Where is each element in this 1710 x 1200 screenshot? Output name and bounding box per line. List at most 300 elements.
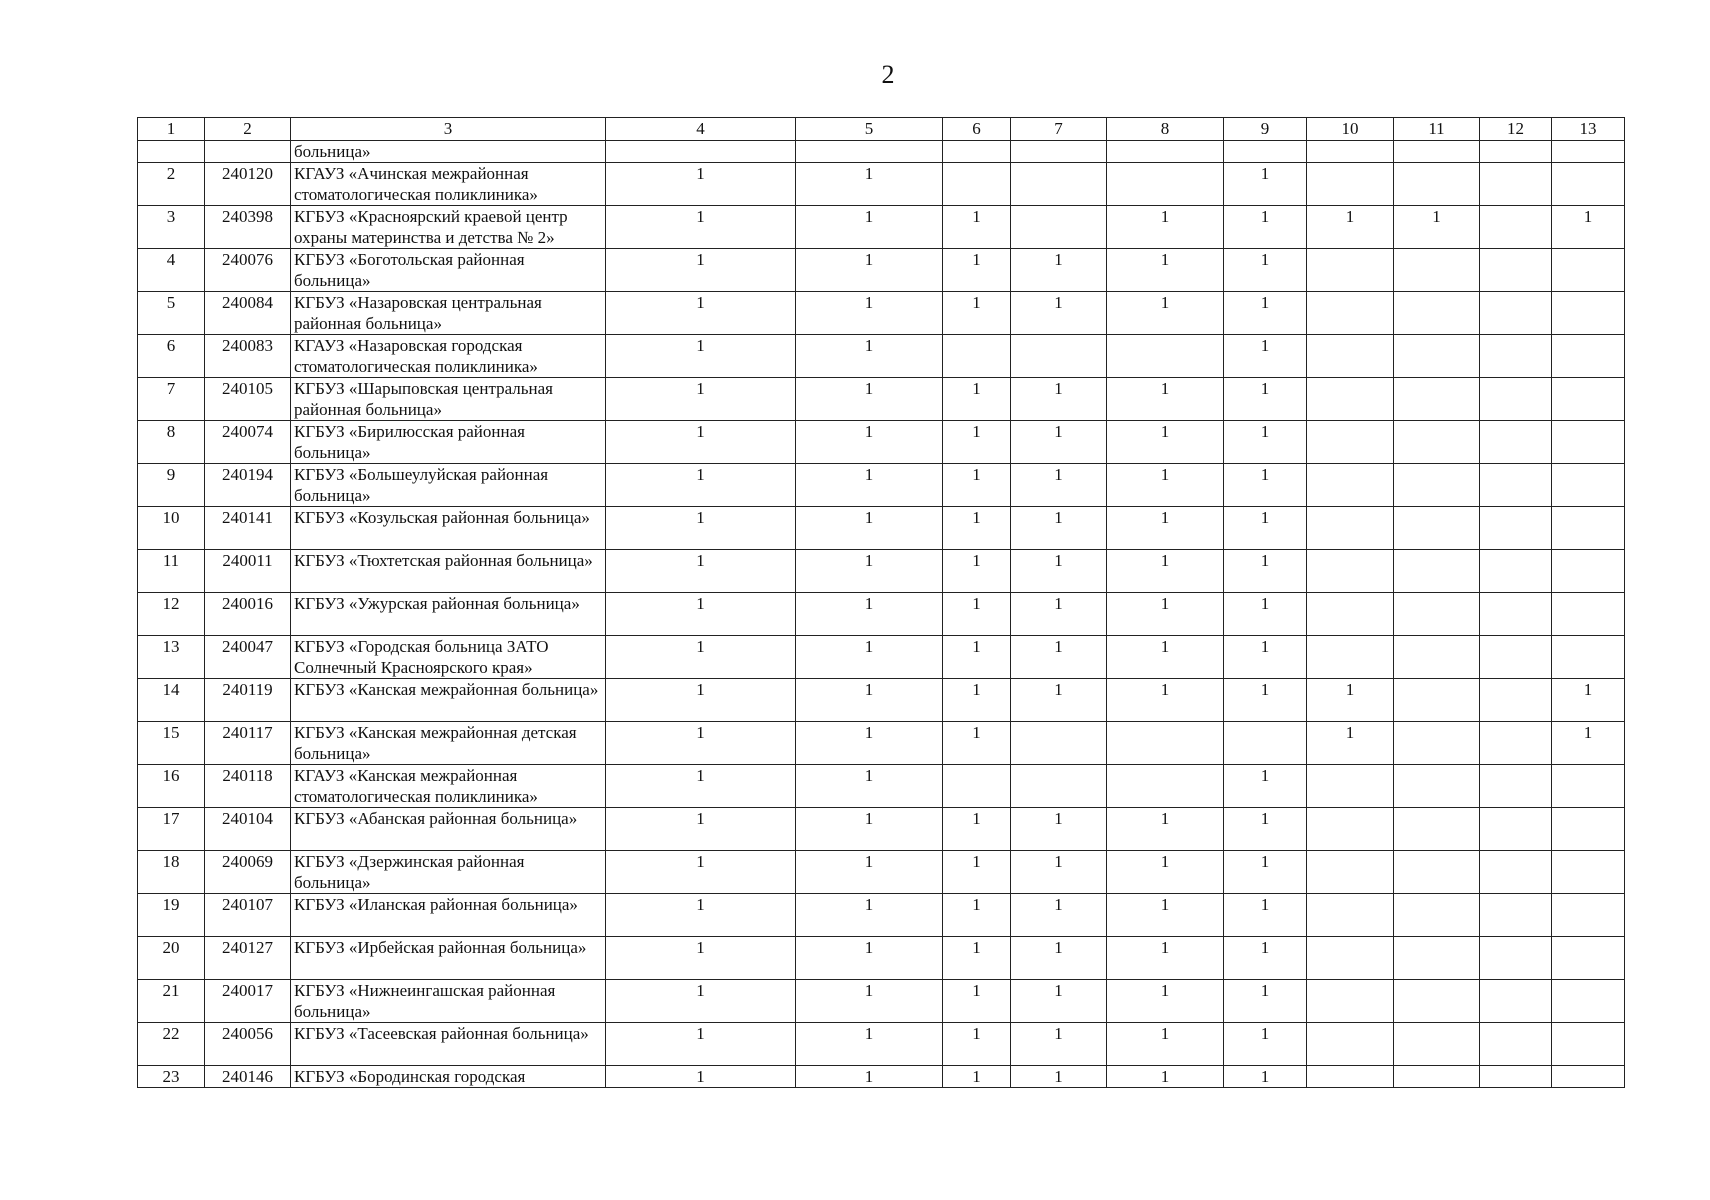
mark-cell: 1 — [943, 249, 1011, 292]
mark-cell: 1 — [1011, 894, 1107, 937]
mark-cell — [1011, 335, 1107, 378]
column-header: 2 — [205, 118, 291, 141]
mark-cell — [1552, 1023, 1625, 1066]
mark-cell: 1 — [1107, 378, 1224, 421]
mark-cell: 1 — [606, 593, 796, 636]
org-code-cell: 240117 — [205, 722, 291, 765]
table-row — [138, 894, 1625, 937]
registry-table-body — [138, 118, 1625, 1088]
org-code-cell: 240074 — [205, 421, 291, 464]
mark-cell — [1552, 593, 1625, 636]
org-code-cell: 240084 — [205, 292, 291, 335]
mark-cell — [1394, 1023, 1480, 1066]
org-code-cell: 240146 — [205, 1066, 291, 1088]
mark-cell: 1 — [1107, 808, 1224, 851]
mark-cell: 1 — [796, 292, 943, 335]
mark-cell: 1 — [943, 206, 1011, 249]
mark-cell: 1 — [796, 636, 943, 679]
org-code-cell: 240107 — [205, 894, 291, 937]
mark-cell: 1 — [1011, 1023, 1107, 1066]
mark-cell: 1 — [1011, 292, 1107, 335]
mark-cell: 1 — [1552, 722, 1625, 765]
mark-cell — [1394, 937, 1480, 980]
mark-cell — [1307, 421, 1394, 464]
row-number-cell: 2 — [138, 163, 205, 206]
mark-cell — [1552, 507, 1625, 550]
mark-cell: 1 — [1011, 937, 1107, 980]
mark-cell: 1 — [606, 1066, 796, 1088]
mark-cell: 1 — [796, 679, 943, 722]
mark-cell — [1307, 894, 1394, 937]
mark-cell: 1 — [1224, 163, 1307, 206]
column-header: 1 — [138, 118, 205, 141]
org-code-cell: 240011 — [205, 550, 291, 593]
mark-cell — [1394, 679, 1480, 722]
mark-cell: 1 — [943, 464, 1011, 507]
column-header: 10 — [1307, 118, 1394, 141]
mark-cell: 1 — [606, 292, 796, 335]
mark-cell — [1394, 141, 1480, 163]
mark-cell — [1480, 636, 1552, 679]
org-name-cell: КГБУЗ «Тюхтетская районная больница» — [291, 550, 606, 593]
org-name-cell: КГБУЗ «Абанская районная больница» — [291, 808, 606, 851]
mark-cell: 1 — [1307, 722, 1394, 765]
mark-cell: 1 — [606, 937, 796, 980]
table-row — [138, 937, 1625, 980]
mark-cell: 1 — [796, 722, 943, 765]
mark-cell: 1 — [943, 722, 1011, 765]
mark-cell — [1011, 206, 1107, 249]
table-row — [138, 206, 1625, 249]
mark-cell: 1 — [943, 851, 1011, 894]
row-number-cell: 20 — [138, 937, 205, 980]
mark-cell — [1480, 335, 1552, 378]
mark-cell: 1 — [943, 292, 1011, 335]
mark-cell: 1 — [1224, 1066, 1307, 1088]
mark-cell: 1 — [1107, 636, 1224, 679]
column-header: 12 — [1480, 118, 1552, 141]
mark-cell — [1307, 550, 1394, 593]
org-code-cell: 240076 — [205, 249, 291, 292]
mark-cell — [1480, 593, 1552, 636]
mark-cell — [1394, 335, 1480, 378]
mark-cell — [1480, 206, 1552, 249]
mark-cell — [1307, 593, 1394, 636]
table-row — [138, 980, 1625, 1023]
mark-cell: 1 — [1107, 851, 1224, 894]
page-number: 2 — [881, 60, 895, 89]
mark-cell — [1307, 507, 1394, 550]
org-name-cell: КГБУЗ «Красноярский краевой центр охраны материнства и детства № 2» — [291, 206, 606, 249]
table-row — [138, 679, 1625, 722]
mark-cell — [1224, 722, 1307, 765]
table-header-row — [138, 118, 1625, 141]
mark-cell: 1 — [943, 550, 1011, 593]
mark-cell — [1307, 808, 1394, 851]
mark-cell: 1 — [1552, 679, 1625, 722]
row-number-cell: 21 — [138, 980, 205, 1023]
org-code-cell: 240118 — [205, 765, 291, 808]
mark-cell — [1394, 765, 1480, 808]
org-code-cell: 240069 — [205, 851, 291, 894]
org-code-cell: 240017 — [205, 980, 291, 1023]
mark-cell: 1 — [943, 980, 1011, 1023]
mark-cell — [1307, 464, 1394, 507]
org-name-cell: КГБУЗ «Назаровская центральная районная больница» — [291, 292, 606, 335]
table-row — [138, 421, 1625, 464]
mark-cell: 1 — [1224, 980, 1307, 1023]
mark-cell — [1107, 722, 1224, 765]
mark-cell — [1394, 808, 1480, 851]
mark-cell: 1 — [1224, 765, 1307, 808]
row-number-cell: 23 — [138, 1066, 205, 1088]
mark-cell: 1 — [1224, 421, 1307, 464]
mark-cell: 1 — [1224, 851, 1307, 894]
org-name-cell: КГБУЗ «Канская межрайонная больница» — [291, 679, 606, 722]
mark-cell: 1 — [1224, 679, 1307, 722]
registry-table — [137, 117, 1625, 1088]
mark-cell — [1480, 980, 1552, 1023]
mark-cell: 1 — [1107, 550, 1224, 593]
mark-cell: 1 — [796, 808, 943, 851]
mark-cell: 1 — [606, 249, 796, 292]
mark-cell: 1 — [796, 980, 943, 1023]
mark-cell — [1480, 249, 1552, 292]
mark-cell — [1480, 550, 1552, 593]
mark-cell — [1307, 1066, 1394, 1088]
mark-cell — [1394, 980, 1480, 1023]
mark-cell: 1 — [1224, 507, 1307, 550]
mark-cell — [1480, 378, 1552, 421]
row-number-cell: 6 — [138, 335, 205, 378]
row-number-cell — [138, 141, 205, 163]
mark-cell — [1394, 464, 1480, 507]
mark-cell — [1011, 765, 1107, 808]
mark-cell — [1307, 937, 1394, 980]
mark-cell: 1 — [796, 765, 943, 808]
mark-cell: 1 — [796, 421, 943, 464]
mark-cell: 1 — [606, 1023, 796, 1066]
mark-cell: 1 — [796, 507, 943, 550]
mark-cell — [943, 765, 1011, 808]
mark-cell: 1 — [606, 507, 796, 550]
mark-cell — [943, 163, 1011, 206]
mark-cell: 1 — [1107, 894, 1224, 937]
mark-cell: 1 — [1107, 206, 1224, 249]
table-row — [138, 464, 1625, 507]
mark-cell: 1 — [1224, 292, 1307, 335]
mark-cell — [1480, 808, 1552, 851]
mark-cell — [1480, 894, 1552, 937]
org-name-cell: КГБУЗ «Бородинская городская — [291, 1066, 606, 1088]
mark-cell: 1 — [1011, 249, 1107, 292]
mark-cell: 1 — [1107, 937, 1224, 980]
mark-cell — [1480, 765, 1552, 808]
mark-cell: 1 — [606, 206, 796, 249]
org-code-cell: 240083 — [205, 335, 291, 378]
mark-cell: 1 — [796, 1023, 943, 1066]
mark-cell — [1307, 378, 1394, 421]
mark-cell: 1 — [1107, 464, 1224, 507]
org-name-cell: КГБУЗ «Канская межрайонная детская больница» — [291, 722, 606, 765]
row-number-cell: 22 — [138, 1023, 205, 1066]
row-number-cell: 10 — [138, 507, 205, 550]
mark-cell — [1107, 335, 1224, 378]
row-number-cell: 11 — [138, 550, 205, 593]
row-number-cell: 5 — [138, 292, 205, 335]
mark-cell — [1394, 292, 1480, 335]
mark-cell: 1 — [943, 1023, 1011, 1066]
mark-cell — [1107, 163, 1224, 206]
mark-cell: 1 — [1224, 636, 1307, 679]
mark-cell — [1107, 765, 1224, 808]
table-row — [138, 292, 1625, 335]
mark-cell — [1552, 636, 1625, 679]
org-code-cell: 240016 — [205, 593, 291, 636]
mark-cell — [796, 141, 943, 163]
column-header: 6 — [943, 118, 1011, 141]
mark-cell: 1 — [1011, 980, 1107, 1023]
mark-cell: 1 — [796, 851, 943, 894]
row-number-cell: 18 — [138, 851, 205, 894]
mark-cell: 1 — [796, 206, 943, 249]
org-name-cell: КГБУЗ «Дзержинская районная больница» — [291, 851, 606, 894]
table-row — [138, 808, 1625, 851]
column-header: 4 — [606, 118, 796, 141]
mark-cell — [1394, 636, 1480, 679]
mark-cell: 1 — [606, 851, 796, 894]
mark-cell: 1 — [606, 679, 796, 722]
mark-cell — [1480, 851, 1552, 894]
org-name-cell: больница» — [291, 141, 606, 163]
table-row — [138, 722, 1625, 765]
mark-cell — [1107, 141, 1224, 163]
mark-cell: 1 — [943, 593, 1011, 636]
org-name-cell: КГАУЗ «Назаровская городская стоматологическая поликлиника» — [291, 335, 606, 378]
mark-cell — [1480, 421, 1552, 464]
mark-cell: 1 — [1011, 808, 1107, 851]
mark-cell: 1 — [1011, 421, 1107, 464]
row-number-cell: 7 — [138, 378, 205, 421]
mark-cell — [1307, 851, 1394, 894]
mark-cell — [1307, 335, 1394, 378]
table-continuation-row — [138, 141, 1625, 163]
row-number-cell: 13 — [138, 636, 205, 679]
mark-cell — [1224, 141, 1307, 163]
mark-cell: 1 — [943, 679, 1011, 722]
table-row — [138, 593, 1625, 636]
row-number-cell: 15 — [138, 722, 205, 765]
org-name-cell: КГБУЗ «Бирилюсская районная больница» — [291, 421, 606, 464]
mark-cell: 1 — [1224, 206, 1307, 249]
mark-cell: 1 — [606, 765, 796, 808]
row-number-cell: 3 — [138, 206, 205, 249]
mark-cell: 1 — [1011, 851, 1107, 894]
mark-cell: 1 — [606, 894, 796, 937]
mark-cell: 1 — [943, 808, 1011, 851]
mark-cell — [1394, 1066, 1480, 1088]
mark-cell: 1 — [1107, 507, 1224, 550]
org-name-cell: КГБУЗ «Нижнеингашская районная больница» — [291, 980, 606, 1023]
mark-cell — [1552, 464, 1625, 507]
mark-cell — [1394, 249, 1480, 292]
mark-cell — [1480, 1023, 1552, 1066]
mark-cell: 1 — [943, 894, 1011, 937]
mark-cell — [1480, 722, 1552, 765]
mark-cell — [1394, 507, 1480, 550]
mark-cell — [1011, 141, 1107, 163]
mark-cell: 1 — [1307, 679, 1394, 722]
org-name-cell: КГБУЗ «Козульская районная больница» — [291, 507, 606, 550]
mark-cell: 1 — [1224, 808, 1307, 851]
row-number-cell: 16 — [138, 765, 205, 808]
mark-cell: 1 — [606, 163, 796, 206]
mark-cell: 1 — [1107, 1023, 1224, 1066]
mark-cell: 1 — [1107, 980, 1224, 1023]
column-header: 5 — [796, 118, 943, 141]
mark-cell: 1 — [796, 593, 943, 636]
table-row — [138, 335, 1625, 378]
mark-cell — [1552, 808, 1625, 851]
mark-cell — [1480, 1066, 1552, 1088]
mark-cell — [1552, 894, 1625, 937]
row-number-cell: 17 — [138, 808, 205, 851]
mark-cell: 1 — [1011, 378, 1107, 421]
column-header: 3 — [291, 118, 606, 141]
table-row — [138, 550, 1625, 593]
mark-cell — [1394, 421, 1480, 464]
mark-cell — [1552, 980, 1625, 1023]
mark-cell: 1 — [1107, 249, 1224, 292]
mark-cell — [1552, 163, 1625, 206]
mark-cell — [1552, 1066, 1625, 1088]
table-row — [138, 765, 1625, 808]
mark-cell: 1 — [606, 378, 796, 421]
mark-cell — [1394, 851, 1480, 894]
org-name-cell: КГАУЗ «Канская межрайонная стоматологическая поликлиника» — [291, 765, 606, 808]
table-row — [138, 507, 1625, 550]
mark-cell: 1 — [1107, 292, 1224, 335]
mark-cell: 1 — [796, 335, 943, 378]
mark-cell — [1394, 163, 1480, 206]
mark-cell: 1 — [943, 378, 1011, 421]
mark-cell — [1552, 378, 1625, 421]
org-code-cell: 240104 — [205, 808, 291, 851]
table-row — [138, 1023, 1625, 1066]
row-number-cell: 12 — [138, 593, 205, 636]
row-number-cell: 19 — [138, 894, 205, 937]
mark-cell — [1552, 335, 1625, 378]
mark-cell: 1 — [1224, 894, 1307, 937]
mark-cell: 1 — [796, 1066, 943, 1088]
mark-cell: 1 — [1307, 206, 1394, 249]
mark-cell: 1 — [606, 421, 796, 464]
mark-cell: 1 — [1224, 550, 1307, 593]
mark-cell: 1 — [796, 378, 943, 421]
mark-cell: 1 — [1107, 593, 1224, 636]
mark-cell: 1 — [796, 894, 943, 937]
mark-cell: 1 — [1224, 378, 1307, 421]
column-header: 11 — [1394, 118, 1480, 141]
mark-cell: 1 — [1224, 593, 1307, 636]
mark-cell: 1 — [1552, 206, 1625, 249]
mark-cell — [1480, 141, 1552, 163]
column-header: 9 — [1224, 118, 1307, 141]
mark-cell — [1552, 249, 1625, 292]
mark-cell — [1552, 937, 1625, 980]
mark-cell — [1552, 765, 1625, 808]
table-row — [138, 1066, 1625, 1088]
mark-cell — [1480, 679, 1552, 722]
mark-cell: 1 — [606, 550, 796, 593]
column-header: 7 — [1011, 118, 1107, 141]
org-code-cell: 240047 — [205, 636, 291, 679]
row-number-cell: 4 — [138, 249, 205, 292]
mark-cell — [1552, 550, 1625, 593]
mark-cell — [1480, 292, 1552, 335]
mark-cell: 1 — [1224, 937, 1307, 980]
mark-cell — [1480, 507, 1552, 550]
mark-cell — [1552, 292, 1625, 335]
mark-cell: 1 — [796, 249, 943, 292]
mark-cell: 1 — [1011, 679, 1107, 722]
mark-cell: 1 — [796, 163, 943, 206]
org-code-cell — [205, 141, 291, 163]
mark-cell: 1 — [606, 722, 796, 765]
org-code-cell: 240141 — [205, 507, 291, 550]
mark-cell — [1307, 163, 1394, 206]
mark-cell: 1 — [796, 464, 943, 507]
mark-cell: 1 — [796, 937, 943, 980]
row-number-cell: 14 — [138, 679, 205, 722]
column-header: 13 — [1552, 118, 1625, 141]
mark-cell — [1394, 894, 1480, 937]
org-name-cell: КГБУЗ «Ужурская районная больница» — [291, 593, 606, 636]
mark-cell: 1 — [943, 937, 1011, 980]
mark-cell: 1 — [606, 808, 796, 851]
org-code-cell: 240056 — [205, 1023, 291, 1066]
row-number-cell: 8 — [138, 421, 205, 464]
mark-cell: 1 — [943, 636, 1011, 679]
mark-cell: 1 — [1107, 1066, 1224, 1088]
mark-cell — [943, 141, 1011, 163]
org-name-cell: КГБУЗ «Тасеевская районная больница» — [291, 1023, 606, 1066]
mark-cell: 1 — [1011, 507, 1107, 550]
org-code-cell: 240120 — [205, 163, 291, 206]
mark-cell — [1307, 980, 1394, 1023]
mark-cell — [1011, 722, 1107, 765]
mark-cell: 1 — [943, 1066, 1011, 1088]
mark-cell — [1011, 163, 1107, 206]
mark-cell — [606, 141, 796, 163]
mark-cell: 1 — [606, 636, 796, 679]
org-code-cell: 240119 — [205, 679, 291, 722]
org-name-cell: КГБУЗ «Иланская районная больница» — [291, 894, 606, 937]
mark-cell: 1 — [796, 550, 943, 593]
mark-cell — [1552, 851, 1625, 894]
table-row — [138, 851, 1625, 894]
mark-cell: 1 — [1394, 206, 1480, 249]
mark-cell: 1 — [606, 335, 796, 378]
mark-cell: 1 — [1011, 593, 1107, 636]
org-name-cell: КГБУЗ «Шарыповская центральная районная больница» — [291, 378, 606, 421]
mark-cell — [1480, 937, 1552, 980]
mark-cell — [1307, 141, 1394, 163]
org-name-cell: КГАУЗ «Ачинская межрайонная стоматологическая поликлиника» — [291, 163, 606, 206]
mark-cell — [1394, 722, 1480, 765]
mark-cell — [1307, 249, 1394, 292]
mark-cell: 1 — [606, 464, 796, 507]
